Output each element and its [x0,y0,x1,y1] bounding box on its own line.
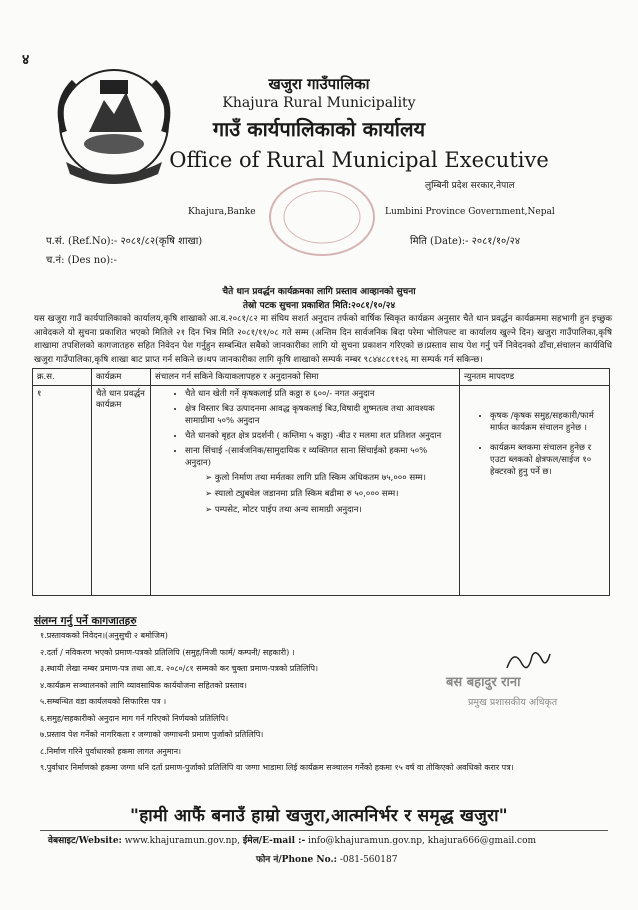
list-item: १.प्रस्तावकको निवेदन।(अनुसुची २ बमोजिम) [40,631,168,640]
signatory-designation: प्रमुख प्रशासकीय अधिकृत [468,697,558,708]
footer-motto: "हामी आफैं बनाउँ हाम्रो खजुरा,आत्मनिर्भर र समृद्ध खजुरा" [130,806,508,826]
program-table [32,368,610,596]
signatory-name: बस बहादुर राना [446,675,521,690]
header-sn: क्र.स. [33,369,92,386]
notice-body: यस खजुरा गाउँ कार्यपालिकाको कार्यालय,कृषि शाखाको आ.व.२०८१/८२ मा संघिय सशर्त अनुदान तर्फको वार्षिक स्विकृत कार्यक्रम अनुसार चैते धान प्रवर्द्धन कार्यक्रममा सहभागी हुन इच्छुक आवेदकले यो सुचना प्रकाशित भएको मितिले २१ दिन भित्र मिति २०८१/११/०८ गते सम्म (अन्तिम दिन सार्वजनिक बिदा परेमा भोलिपल्ट वा कार्यालय खुल्ने दिन) खजुरा गाउँपालिका,कृषि शाखामा तपशिलको कागजातहरु सहित निवेदन पेश गर्नुहुन सम्बन्धित सबैको जानकारीका लागि यो सुचना प्रकाशन गरिएको छ।प्रस्ताव साथ पेश गर्नु पर्ने निवेदनको ढाँचा,संचालन कार्यविधि खजुरा गाउँपालिका,कृषि शाखा बाट प्राप्त गर्न सकिने छ।थप जानकारीका लागि कृषि शाखाको सम्पर्क नम्बर ९८४४८८११२६ मा सम्पर्क गर्न सकिन्छ। [34,314,612,365]
province-en: Lumbini Province Government,Nepal [385,207,555,217]
activity-item: • क्षेत्र विस्तार बिउ उत्पादनमा आवद्ध कृषकलाई बिउ,विषादी शुष्मतत्व तथा आवश्यक सामाग्रीमा ५०% अनुदान [185,403,455,427]
list-item: ३.स्थायी लेखा नम्बर प्रमाण-पत्र तथा आ.व. २०८०/८१ सम्मको कर चुक्ता प्रमाण-पत्रको प्रतिलिपि। [40,664,319,673]
row-sn: १ [33,386,92,596]
website-label: वेबसाइट/Website: [48,836,122,846]
activity-item-text: साना सिंचाई -(सार्वजनिक/सामुदायिक र व्यक्तिगत साना सिंचाईको हकमा ५०% अनुदान) [185,446,428,468]
municipality-name-en: Khajura Rural Municipality [222,95,416,111]
footer-divider [40,830,608,831]
activity-item: • चैते धान खेती गर्ने कृषकलाई प्रति कठ्ठा रु ६००/- नगत अनुदान [185,388,455,400]
office-name-np: गाउँ कार्यपालिकाको कार्यालय [212,117,426,141]
municipality-name-np: खजुरा गाउँपालिका [268,75,370,93]
office-name-en: Office of Rural Municipal Executive [169,148,549,172]
table-row [33,386,610,596]
email-label: ईमेल/E-mail :- [242,836,306,846]
notice-subtitle: तेस्रो पटक सुचना प्रकाशित मिति:२०८१/१०/२४ [242,301,396,311]
location-en: Khajura,Banke [188,207,256,217]
documents-heading: संलग्न गर्नु पर्ने कागजातहरु [34,615,137,627]
header-criteria: न्युनतम मापदण्ड [460,369,610,386]
row-program: चैते धान प्रवर्द्धन कार्यक्रम [92,386,151,596]
header-activities: संचालन गर्न सकिने कियाकलापहरु र अनुदानको सिमा [151,369,460,386]
list-item: २.दर्ता / नविकरण भएको प्रमाण-पत्रको प्रतिलिपि (समुह/निजी फार्म/ कम्पनी/ सहकारी) । [40,647,295,657]
sub-activity-item: ➢ कुलो निर्माण तथा मर्मतका लागि प्रति स्किम अधिकतम ७५,००० सम्म। [205,472,455,484]
row-activities [151,386,460,596]
website-line [48,833,536,846]
phone-line [256,852,397,865]
phone-label: फोन नं/Phone No.: [256,855,337,865]
table-header-row [33,369,610,386]
list-item: ७.प्रस्ताव पेश गर्नेको नागरिकता र जग्गाको जग्गाधनी प्रमाण पुर्जाको प्रतिलिपि। [40,730,264,739]
issue-date: मिति (Date):- २०८१/१०/२४ [410,236,521,247]
list-item: ५.सम्बन्धित वडा कार्यलयको सिफारिस पत्र । [40,697,167,706]
activity-item [185,445,455,516]
office-seal-icon [262,172,382,262]
criteria-item: • कृषक /कृषक समुह/सहकारी/फार्म मार्फत कार्यक्रम संचालन हुनेछ । [490,410,605,434]
list-item: ६.समुह/सहकारीको अनुदान माग गर्न गरिएको निर्णयको प्रतिलिपि। [40,713,229,723]
email-link[interactable]: info@khajuramun.gov.np, khajura666@gmail.com [308,836,537,846]
criteria-item: • कार्यक्रम ब्लकमा संचालन हुनेछ र एउटा ब्लकको क्षेत्रफल/साईज १० हेक्टरको हुनु पर्ने छ। [490,442,605,478]
list-item: ८.निर्माण गरिने पुर्वाधारको हकमा लागत अनुमान। [40,746,182,756]
dispatch-number: च.नं: (Des no):- [46,255,117,266]
handwritten-mark: ४ [22,52,30,68]
row-criteria [460,386,610,596]
phone-number: -081-560187 [339,855,398,865]
notice-title: चैते धान प्रवर्द्धन कार्यक्रमका लागि प्रस्ताव आव्हानको सुचना [222,287,416,297]
website-link[interactable]: www.khajuramun.gov.np, [124,836,241,846]
reference-number: प.सं. (Ref.No):- २०८१/८२(कृषि शाखा) [46,236,203,247]
list-item: ९.पुर्वाधार निर्माणको हकमा जग्गा धनि दर्ता प्रमाण-पुर्जाको प्रतिलिपि वा जग्गा भाडामा लिई कार्यक्रम सञ्चालन गर्नेको हकमा १५ वर्ष वा तोकिएको अवधिको करार पत्र। [40,763,514,772]
header-program: कार्यक्रम [92,369,151,386]
sub-activity-item: ➢ स्यालो ट्युबवेल जडानमा प्रति स्किम बढीमा रु ५०,००० सम्म। [205,488,455,500]
documents-list [40,630,540,773]
activity-item: • चैते धानको बृहत क्षेत्र प्रदर्शनी ( कम्तिमा ५ कठ्ठा) -बीउ र मलमा शत प्रतिशत अनुदान [185,430,455,442]
list-item: ४.कार्यक्रम सञ्चालनको लागि व्यावसायिक कार्ययोजना सहितको प्रस्ताव। [40,680,247,690]
sub-activity-item: ➢ पम्पसेट, मोटर पाईप तथा अन्य सामाग्री अनुदान। [205,504,455,516]
province-np: लुम्बिनी प्रदेश सरकार,नेपाल [425,181,515,191]
